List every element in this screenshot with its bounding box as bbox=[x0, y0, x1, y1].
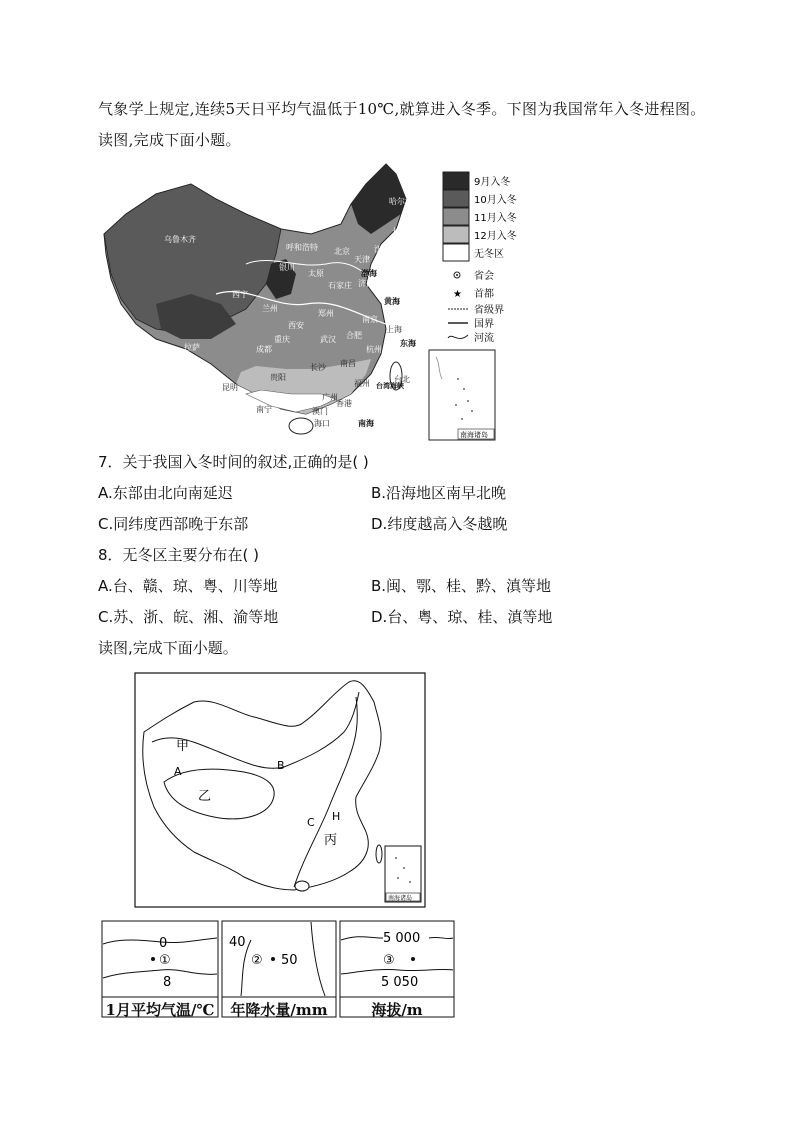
q7-stem: 7．关于我国入冬时间的叙述,正确的是( ) bbox=[98, 453, 369, 471]
sea-yellow: 黄海 bbox=[384, 297, 400, 306]
city-xining: 西宁 bbox=[232, 290, 248, 299]
city-guiyang: 贵阳 bbox=[270, 373, 286, 382]
q8-option-d[interactable]: D.台、粤、琼、桂、滇等地 bbox=[371, 608, 553, 626]
city-changsha: 长沙 bbox=[310, 363, 326, 372]
city-nanjing: 南京 bbox=[362, 315, 378, 324]
q7-option-b[interactable]: B.沿海地区南早北晚 bbox=[371, 484, 507, 502]
region-bing: 丙 bbox=[324, 833, 338, 848]
intro-text: 气象学上规定,连续5天日平均气温低于10℃,就算进入冬季。下图为我国常年入冬进程图。读图,完成下面小题。 bbox=[98, 100, 706, 149]
city-taipei: 台北 bbox=[394, 375, 410, 384]
sea-south: 南海 bbox=[358, 419, 374, 428]
river-icon bbox=[448, 335, 468, 338]
temp-bottom-value: 8 bbox=[163, 975, 172, 990]
temp-mark: ① bbox=[159, 953, 171, 968]
city-beijing: 北京 bbox=[334, 247, 350, 256]
city-taiyuan: 太原 bbox=[308, 269, 324, 278]
city-lhasa: 拉萨 bbox=[184, 343, 200, 352]
city-changchun: 长春 bbox=[392, 227, 408, 236]
hainan-island bbox=[289, 418, 313, 434]
elev-bottom-value: 5 050 bbox=[381, 975, 419, 990]
city-hongkong: 香港 bbox=[336, 399, 352, 408]
line-label-h: H bbox=[332, 810, 341, 823]
sea-taiwan-strait: 台湾海峡 bbox=[376, 382, 404, 390]
symbol-national-border: 国界 bbox=[474, 319, 494, 330]
symbol-province-border: 省级界 bbox=[474, 305, 504, 316]
q8-option-c[interactable]: C.苏、浙、皖、湘、渝等地 bbox=[98, 608, 279, 626]
precip-left-value: 40 bbox=[229, 935, 246, 950]
legend-oct: 10月入冬 bbox=[474, 195, 517, 206]
city-haikou: 海口 bbox=[314, 419, 330, 428]
map1-legend bbox=[440, 170, 540, 348]
q8-stem: 8．无冬区主要分布在( ) bbox=[98, 546, 260, 564]
intro2-text: 读图,完成下面小题。 bbox=[98, 639, 238, 657]
city-hefei: 合肥 bbox=[346, 331, 362, 340]
city-tianjin: 天津 bbox=[354, 255, 370, 264]
city-urumqi: 乌鲁木齐 bbox=[164, 235, 196, 244]
map1-inset-label: 南海诸岛 bbox=[460, 431, 488, 439]
legend-nov: 11月入冬 bbox=[474, 213, 517, 224]
legend-sep: 9月入冬 bbox=[474, 177, 511, 188]
sea-east: 东海 bbox=[400, 339, 416, 348]
city-jinan: 济南 bbox=[358, 279, 374, 288]
city-hohhot: 呼和浩特 bbox=[286, 243, 318, 252]
sea-bohai: 渤海 bbox=[361, 269, 377, 278]
city-macau: 澳门 bbox=[312, 407, 328, 416]
region-jia: 甲 bbox=[176, 739, 190, 754]
city-shijiazhuang: 石家庄 bbox=[328, 281, 352, 290]
map1-inset bbox=[428, 349, 496, 441]
q7-option-a[interactable]: A.东部由北向南延迟 bbox=[98, 484, 233, 502]
city-shanghai: 上海 bbox=[386, 325, 402, 334]
q7-option-c[interactable]: C.同纬度西部晚于东部 bbox=[98, 515, 249, 533]
precip-mark: ② bbox=[251, 953, 263, 968]
climate-region-map bbox=[134, 672, 426, 908]
city-yinchuan: 银川 bbox=[279, 263, 295, 272]
city-zhengzhou: 郑州 bbox=[318, 309, 334, 318]
city-harbin: 哈尔滨 bbox=[389, 197, 413, 206]
panel-label-elevation: 海拔/m bbox=[371, 1001, 423, 1019]
symbol-river: 河流 bbox=[474, 333, 494, 344]
symbol-capital: 省会 bbox=[474, 271, 494, 282]
city-hangzhou: 杭州 bbox=[366, 345, 382, 354]
city-wuhan: 武汉 bbox=[320, 335, 336, 344]
symbol-national-capital: 首都 bbox=[474, 289, 494, 300]
precip-right-value: 50 bbox=[281, 953, 298, 968]
map2-inset-label: 南海诸岛 bbox=[388, 895, 413, 902]
star-icon: ★ bbox=[453, 289, 462, 300]
city-nanning: 南宁 bbox=[256, 405, 272, 414]
line-label-b: B bbox=[277, 759, 285, 772]
line-label-a: A bbox=[174, 765, 182, 778]
line-label-c: C bbox=[307, 816, 315, 829]
city-kunming: 昆明 bbox=[222, 383, 238, 392]
elev-top-value: 5 000 bbox=[383, 931, 421, 946]
city-nanchang: 南昌 bbox=[340, 359, 356, 368]
city-fuzhou: 福州 bbox=[354, 379, 370, 388]
city-xian: 西安 bbox=[288, 321, 304, 330]
city-chengdu: 成都 bbox=[256, 345, 272, 354]
temp-top-value: 0 bbox=[159, 936, 168, 951]
panel-label-precipitation: 年降水量/mm bbox=[230, 1001, 328, 1019]
panel-label-temperature: 1月平均气温/℃ bbox=[105, 1001, 215, 1019]
q8-option-b[interactable]: B.闽、鄂、桂、黔、滇等地 bbox=[371, 577, 552, 595]
city-lanzhou: 兰州 bbox=[262, 304, 278, 313]
q8-option-a[interactable]: A.台、赣、琼、粤、川等地 bbox=[98, 577, 278, 595]
elev-mark: ③ bbox=[383, 953, 395, 968]
city-chongqing: 重庆 bbox=[274, 335, 290, 344]
city-shenyang: 沈阳 bbox=[374, 245, 390, 254]
legend-none: 无冬区 bbox=[474, 249, 504, 260]
region-yi: 乙 bbox=[198, 789, 212, 804]
q7-option-d[interactable]: D.纬度越高入冬越晚 bbox=[371, 515, 508, 533]
city-guangzhou: 广州 bbox=[322, 393, 338, 402]
legend-dec: 12月入冬 bbox=[474, 231, 517, 242]
